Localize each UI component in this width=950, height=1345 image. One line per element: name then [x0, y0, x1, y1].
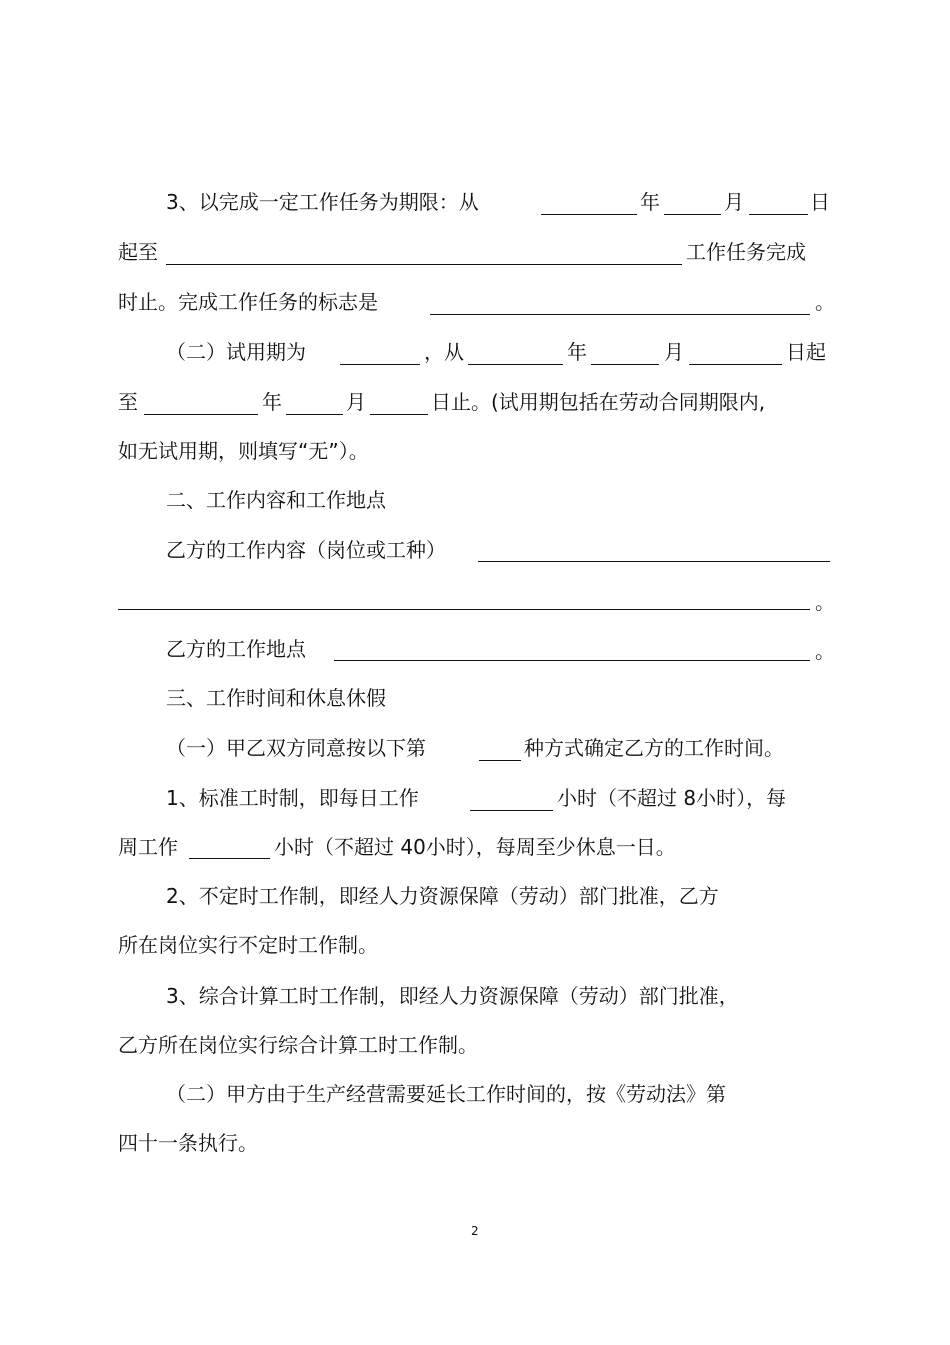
blank-work-content-continued[interactable]: [118, 609, 810, 610]
text-probation: （二）试用期为: [166, 340, 306, 364]
blank-method-number[interactable]: [479, 760, 521, 761]
blank-probation-end-day[interactable]: [370, 414, 428, 415]
label-month: 月: [724, 190, 744, 214]
label-year: 年: [262, 390, 282, 414]
text-flexible-hours-cont: 所在岗位实行不定时工作制。: [118, 933, 378, 957]
period: 。: [815, 590, 835, 614]
blank-day[interactable]: [749, 214, 808, 215]
label-day: 日: [810, 190, 830, 214]
text-task-completion-mark: 时止。完成工作任务的标志是: [118, 290, 378, 314]
blank-probation-end-month[interactable]: [286, 414, 343, 415]
text-comprehensive-hours: 3、综合计算工时工作制，即经人力资源保障（劳动）部门批准，: [166, 984, 739, 1008]
blank-work-content[interactable]: [478, 561, 830, 562]
blank-probation-period[interactable]: [340, 364, 420, 365]
blank-work-location[interactable]: [334, 660, 810, 661]
paragraph-fixed-task-term: 3、以完成一定工作任务为期限：从: [166, 190, 479, 214]
blank-probation-start-day[interactable]: [689, 364, 782, 365]
text-work-location: 乙方的工作地点: [166, 637, 306, 661]
text-work-content: 乙方的工作内容（岗位或工种）: [166, 538, 446, 562]
blank-probation-start-year[interactable]: [468, 364, 563, 365]
text-from: ，从: [424, 340, 464, 364]
label-year: 年: [640, 190, 660, 214]
text-flexible-hours: 2、不定时工作制，即经人力资源保障（劳动）部门批准，乙方: [166, 884, 719, 908]
text-until: 起至: [118, 240, 158, 264]
section-heading-working-hours: 三、工作时间和休息休假: [166, 686, 386, 710]
page-number: 2: [471, 1224, 479, 1238]
blank-weekly-hours[interactable]: [189, 858, 270, 859]
text-weekly-hours-limit: 小时（不超过 40小时），每周至少休息一日。: [274, 835, 676, 859]
text-weekly-work: 周工作: [118, 835, 178, 859]
label-month: 月: [346, 390, 366, 414]
label-year: 年: [567, 340, 587, 364]
period: 。: [815, 639, 835, 663]
text-agreement-method: （一）甲乙双方同意按以下第: [166, 736, 426, 760]
text-standard-hours: 1、标准工时制，即每日工作: [166, 786, 419, 810]
text-overtime: （二）甲方由于生产经营需要延长工作时间的，按《劳动法》第: [166, 1082, 726, 1106]
text-probation-note: 日止。(试用期包括在劳动合同期限内,: [431, 390, 766, 414]
text-task-complete: 工作任务完成: [686, 240, 806, 264]
blank-completion-mark[interactable]: [430, 314, 810, 315]
text-comprehensive-hours-cont: 乙方所在岗位实行综合计算工时工作制。: [118, 1033, 478, 1057]
period: 。: [815, 290, 835, 314]
label-day-start: 日起: [786, 340, 826, 364]
text-daily-hours-limit: 小时（不超过 8小时），每: [557, 786, 787, 810]
text-to: 至: [118, 390, 138, 414]
blank-month[interactable]: [664, 214, 721, 215]
label-month: 月: [664, 340, 684, 364]
section-heading-work-content: 二、工作内容和工作地点: [166, 488, 386, 512]
text-no-probation: 如无试用期，则填写“无”）。: [118, 439, 369, 463]
blank-year[interactable]: [541, 214, 637, 215]
text-overtime-cont: 四十一条执行。: [118, 1131, 258, 1155]
blank-task[interactable]: [166, 264, 682, 265]
blank-daily-hours[interactable]: [470, 810, 553, 811]
blank-probation-start-month[interactable]: [591, 364, 659, 365]
blank-probation-end-year[interactable]: [144, 414, 258, 415]
text-method-suffix: 种方式确定乙方的工作时间。: [524, 736, 784, 760]
